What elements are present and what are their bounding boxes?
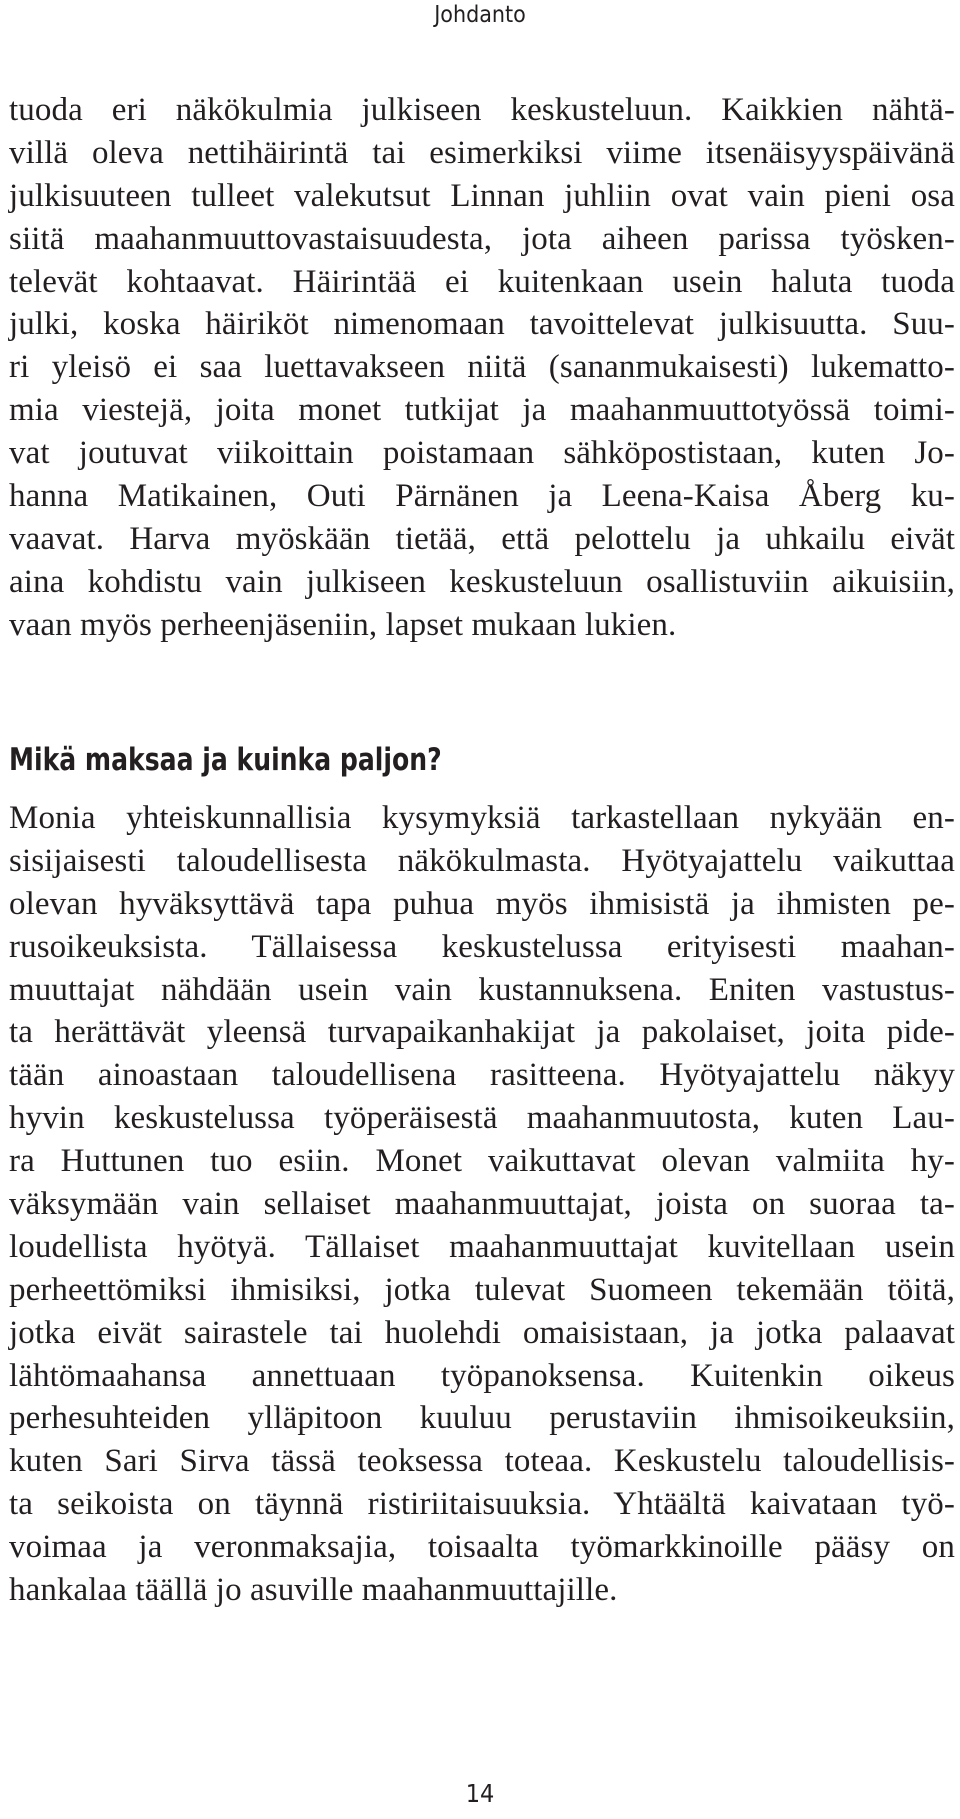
text-line: villä oleva nettihäirintä tai esimerkiksi viime itsenäisyyspäivänä [9, 134, 955, 171]
text-line: muuttajat nähdään usein vain kustannuksena. Eniten vastustus- [9, 971, 955, 1008]
text-line: siitä maahanmuuttovastaisuudesta, jota aiheen parissa työsken- [9, 220, 955, 257]
text-line: perheettömiksi ihmisiksi, jotka tulevat Suomeen tekemään töitä, [9, 1271, 955, 1308]
text-line: lähtömaahansa annettuaan työpanoksensa. Kuitenkin oikeus [9, 1357, 955, 1394]
text-line: perhesuhteiden ylläpitoon kuuluu perustaviin ihmisoikeuksiin, [9, 1400, 955, 1437]
paragraph-2 [9, 797, 955, 1612]
text-line: ri yleisö ei saa luettavakseen niitä (sananmukaisesti) lukematto- [9, 349, 955, 386]
text-line: vat joutuvat viikoittain poistamaan sähköpostistaan, kuten Jo- [9, 435, 955, 472]
text-line: ta seikoista on täynnä ristiriitaisuuksia. Yhtäältä kaivataan työ- [9, 1486, 955, 1523]
paragraph-1 [9, 89, 955, 647]
text-line: mia viestejä, joita monet tutkijat ja maahanmuuttotyössä toimi- [9, 392, 955, 429]
text-line: hanna Matikainen, Outi Pärnänen ja Leena-Kaisa Åberg ku- [9, 478, 955, 515]
text-line: Monia yhteiskunnallisia kysymyksiä tarkastellaan nykyään en- [9, 800, 955, 836]
text-line: ra Huttunen tuo esiin. Monet vaikuttavat olevan valmiita hy- [9, 1143, 955, 1180]
text-line: julki, koska häiriköt nimenomaan tavoittelevat julkisuutta. Suu- [9, 306, 955, 343]
text-line: voimaa ja veronmaksajia, toisaalta työmarkkinoille pääsy on [9, 1529, 955, 1566]
text-line: hyvin keskustelussa työperäisestä maahanmuutosta, kuten Lau- [9, 1100, 955, 1137]
text-line: kuten Sari Sirva tässä teoksessa toteaa. Keskustelu taloudellisis- [9, 1443, 955, 1480]
text-line: tään ainoastaan taloudellisena rasitteena. Hyötyajattelu näkyy [9, 1057, 955, 1094]
text-line: aina kohdistu vain julkiseen keskusteluun osallistuviin aikuisiin, [9, 563, 955, 600]
text-line: rusoikeuksista. Tällaisessa keskustelussa erityisesti maahan- [9, 928, 955, 965]
text-line: julkisuuteen tulleet valekutsut Linnan juhliin ovat vain pieni osa [9, 177, 955, 214]
text-line: televät kohtaavat. Häirintää ei kuitenkaan usein haluta tuoda [9, 263, 955, 300]
text-line: hankalaa täällä jo asuville maahanmuuttajille. [9, 1572, 618, 1609]
text-line: jotka eivät sairastele tai huolehdi omaisistaan, ja jotka palaavat [9, 1314, 955, 1351]
text-line: tuoda eri näkökulmia julkiseen keskusteluun. Kaikkien nähtä- [9, 92, 955, 128]
text-line: olevan hyväksyttävä tapa puhua myös ihmisistä ja ihmisten pe- [9, 885, 955, 922]
text-line: ta herättävät yleensä turvapaikanhakijat ja pakolaiset, joita pide- [9, 1014, 955, 1051]
text-line: vaavat. Harva myöskään tietää, että pelottelu ja uhkailu eivät [9, 520, 955, 557]
running-head: Johdanto [434, 2, 526, 28]
text-line: vaan myös perheenjäseniin, lapset mukaan lukien. [9, 606, 677, 643]
text-line: väksymään vain sellaiset maahanmuuttajat, joista on suoraa ta- [9, 1186, 955, 1223]
page-number: 14 [465, 1779, 495, 1808]
text-line: loudellista hyötyä. Tällaiset maahanmuuttajat kuvitellaan usein [9, 1228, 955, 1265]
text-line: sisijaisesti taloudellisesta näkökulmasta. Hyötyajattelu vaikuttaa [9, 842, 955, 879]
section-heading: Mikä maksaa ja kuinka paljon? [9, 742, 442, 778]
